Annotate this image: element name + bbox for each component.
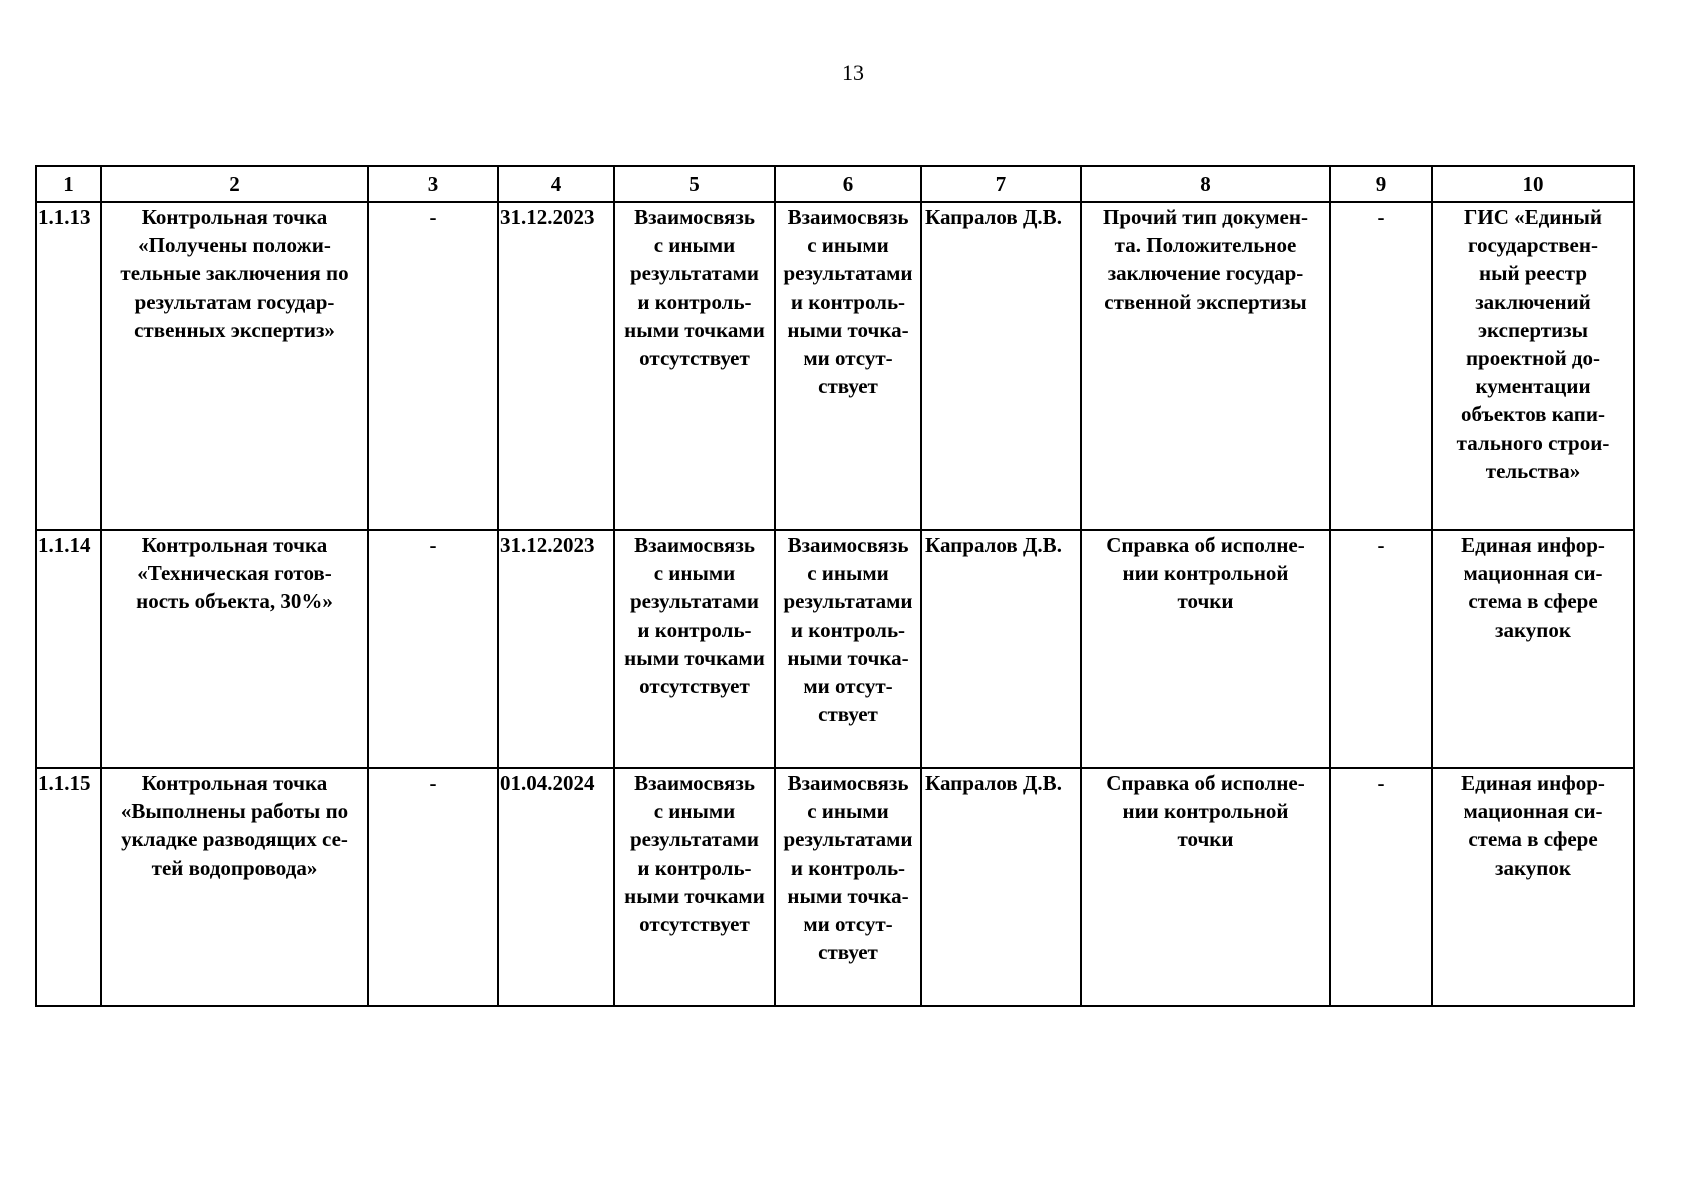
cell-text-line: укладке разводящих се- [121,827,348,852]
document-type-cell [1081,768,1330,1006]
cell-text-line: и контроль- [790,855,906,880]
cell-text-line: объектов капи- [1461,402,1605,427]
cell-text-line: тельства» [1485,458,1581,483]
cell-text-line: Единая инфор- [1461,533,1605,557]
cell-text-line: результатами [629,589,760,614]
cell-text-line: Справка об исполне- [1106,533,1305,557]
row-number-cell [36,768,101,1006]
cell-text-line: та. Положительное [1114,233,1297,258]
cell-text-line: нии контрольной [1122,799,1289,824]
cell-text-line: нии контрольной [1122,561,1289,586]
cell-text-line: ствует [818,702,878,727]
cell-text-line: тельные заключения по [120,261,349,286]
cell-text-line: результатами [629,827,760,852]
previous-links-cell [614,202,775,530]
row-number: 1.1.13 [38,205,91,229]
cell-text-line: «Получены положи- [138,233,331,258]
cell-text-line: с иными [653,233,736,258]
table-row [36,530,1634,768]
information-system-cell [1432,530,1634,768]
column-3-cell [368,530,498,768]
column-header: 4 [498,166,614,202]
cell-text-line: ными точками [624,317,765,342]
table-row [36,202,1634,530]
cell-text-line: экспертизы [1477,317,1589,342]
cell-text-line: отсутствует [639,674,750,699]
cell-text-line: с иными [807,799,889,824]
row-number: 1.1.14 [38,533,91,557]
next-links-cell [775,768,921,1006]
cell-text-line: тального строи- [1456,430,1610,455]
dash-value: - [429,205,437,229]
dash-value: - [429,771,437,795]
column-header: 3 [368,166,498,202]
cell-text-line: тей водопровода» [151,855,318,880]
cell-text-line: с иными [653,561,736,586]
cell-text-line: Взаимосвязь [787,771,909,795]
deadline-cell [498,768,614,1006]
cell-text-line: отсутствует [639,912,750,937]
cell-text-line: проектной до- [1465,346,1601,371]
cell-text-line: точки [1177,589,1234,614]
column-3-cell [368,768,498,1006]
cell-text-line: ми отсут- [803,346,893,371]
cell-text-line: заключений [1475,289,1591,314]
column-9-cell [1330,768,1432,1006]
column-header: 5 [614,166,775,202]
deadline-date: 01.04.2024 [500,771,595,795]
responsible-person: Капралов Д.В. [925,205,1062,229]
cell-text-line: результатам государ- [134,289,335,314]
cell-text-line: и контроль- [637,855,752,880]
cell-text-line: закупок [1495,617,1571,642]
control-point-name-cell [101,768,368,1006]
cell-text-line: ными точка- [787,317,909,342]
previous-links-cell [614,768,775,1006]
cell-text-line: «Техническая готов- [137,561,332,586]
cell-text-line: с иными [653,799,736,824]
cell-text-line: мационная си- [1463,799,1603,824]
control-point-name-cell [101,202,368,530]
cell-text-line: мационная си- [1463,561,1603,586]
cell-text-line: отсутствует [639,346,750,371]
cell-text-line: ственных экспертиз» [134,317,335,342]
cell-text-line: результатами [629,261,760,286]
cell-text-line: заключение государ- [1107,261,1304,286]
cell-text-line: Взаимосвязь [634,771,755,795]
cell-text-line: ность объекта, 30%» [136,589,333,614]
responsible-cell [921,202,1081,530]
dash-value: - [1377,205,1385,229]
deadline-cell [498,202,614,530]
cell-text-line: Единая инфор- [1461,771,1605,795]
column-3-cell [368,202,498,530]
deadline-date: 31.12.2023 [500,533,595,557]
cell-text-line: ными точка- [787,883,909,908]
column-header: 2 [101,166,368,202]
cell-text-line: государствен- [1468,233,1598,258]
next-links-cell [775,202,921,530]
column-9-cell [1330,202,1432,530]
cell-text-line: стема в сфере [1468,827,1598,852]
cell-text-line: кументации [1475,374,1591,399]
cell-text-line: результатами [783,589,913,614]
control-point-name-cell [101,530,368,768]
table-header-row [36,166,1634,202]
cell-text-line: стема в сфере [1468,589,1598,614]
cell-text-line: Контрольная точка [141,533,328,557]
dash-value: - [1377,533,1385,557]
responsible-person: Капралов Д.В. [925,771,1062,795]
cell-text-line: ными точками [624,645,765,670]
row-number: 1.1.15 [38,771,91,795]
cell-text-line: с иными [807,561,889,586]
cell-text-line: ственной экспертизы [1104,289,1307,314]
page-number: 13 [842,60,864,85]
cell-text-line: ными точка- [787,645,909,670]
next-links-cell [775,530,921,768]
responsible-cell [921,768,1081,1006]
dash-value: - [429,533,437,557]
column-header: 9 [1330,166,1432,202]
control-points-table [35,165,1635,1007]
cell-text-line: и контроль- [637,617,752,642]
column-9-cell [1330,530,1432,768]
cell-text-line: и контроль- [790,289,906,314]
information-system-cell [1432,768,1634,1006]
column-header: 7 [921,166,1081,202]
cell-text-line: ГИС «Единый [1464,205,1602,229]
cell-text-line: Прочий тип докумен- [1103,205,1308,229]
cell-text-line: ствует [818,374,878,399]
column-header: 8 [1081,166,1330,202]
cell-text-line: и контроль- [790,617,906,642]
row-number-cell [36,202,101,530]
cell-text-line: ными точками [624,883,765,908]
cell-text-line: Справка об исполне- [1106,771,1305,795]
responsible-cell [921,530,1081,768]
cell-text-line: Контрольная точка [141,205,328,229]
dash-value: - [1377,771,1385,795]
cell-text-line: результатами [783,827,913,852]
column-header: 10 [1432,166,1634,202]
cell-text-line: и контроль- [637,289,752,314]
document-type-cell [1081,202,1330,530]
cell-text-line: закупок [1495,855,1571,880]
cell-text-line: «Выполнены работы по [120,799,349,824]
cell-text-line: точки [1177,827,1234,852]
cell-text-line: Взаимосвязь [787,205,909,229]
cell-text-line: ствует [818,940,878,965]
cell-text-line: Взаимосвязь [634,205,755,229]
previous-links-cell [614,530,775,768]
cell-text-line: ми отсут- [803,912,893,937]
cell-text-line: с иными [807,233,889,258]
document-type-cell [1081,530,1330,768]
cell-text-line: Взаимосвязь [787,533,909,557]
column-header: 1 [36,166,101,202]
table-row [36,768,1634,1006]
information-system-cell [1432,202,1634,530]
cell-text-line: результатами [783,261,913,286]
cell-text-line: Контрольная точка [141,771,328,795]
deadline-cell [498,530,614,768]
cell-text-line: ми отсут- [803,674,893,699]
deadline-date: 31.12.2023 [500,205,595,229]
row-number-cell [36,530,101,768]
cell-text-line: Взаимосвязь [634,533,755,557]
responsible-person: Капралов Д.В. [925,533,1062,557]
column-header: 6 [775,166,921,202]
cell-text-line: ный реестр [1479,261,1587,286]
